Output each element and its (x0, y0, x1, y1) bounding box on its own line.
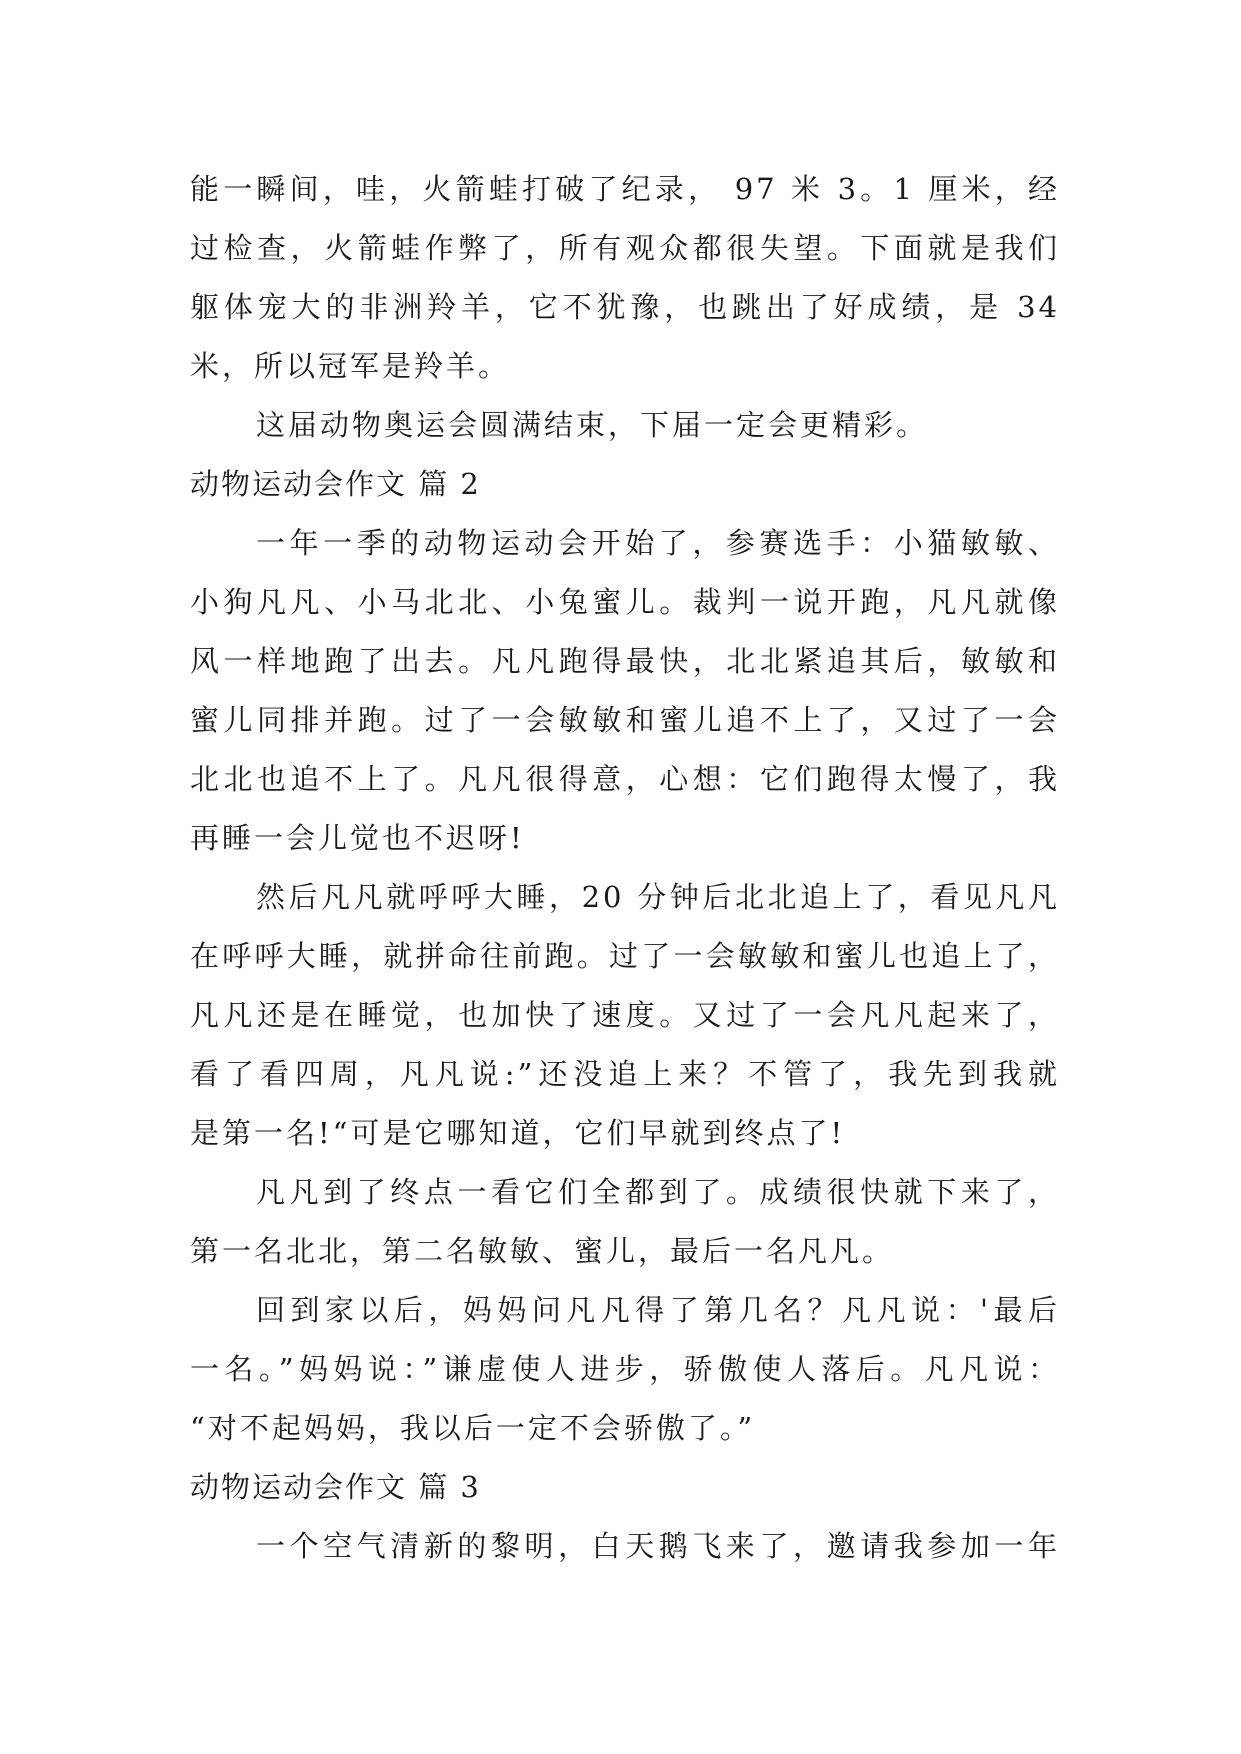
text-line: 看了看四周，凡凡说:”还没追上来？不管了，我先到我就 (190, 1057, 1060, 1091)
text-line: “对不起妈妈，我以后一定不会骄傲了。” (190, 1411, 756, 1445)
paragraph-start: 凡凡到了终点一看它们全都到了。成绩很快就下来了， (256, 1175, 1060, 1209)
text-line: 一名。”妈妈说：”谦虚使人进步，骄傲使人落后。凡凡说： (190, 1352, 1060, 1386)
paragraph-start: 一年一季的动物运动会开始了，参赛选手：小猫敏敏、 (256, 526, 1060, 560)
text-line: 能一瞬间，哇，火箭蛙打破了纪录， 97 米 3。1 厘米，经 (190, 172, 1060, 206)
text-line: 小狗凡凡、小马北北、小兔蜜儿。裁判一说开跑，凡凡就像 (190, 585, 1060, 619)
section-heading: 动物运动会作文 篇 3 (190, 1470, 481, 1504)
text-line: 第一名北北，第二名敏敏、蜜儿，最后一名凡凡。 (190, 1234, 895, 1268)
paragraph-start: 回到家以后，妈妈问凡凡得了第几名？凡凡说：'最后 (256, 1293, 1060, 1327)
text-line: 过检查，火箭蛙作弊了，所有观众都很失望。下面就是我们 (190, 231, 1060, 265)
document-page (190, 160, 1070, 1576)
text-line: 蜜儿同排并跑。过了一会敏敏和蜜儿追不上了，又过了一会 (190, 703, 1060, 737)
paragraph-start: 一个空气清新的黎明，白天鹅飞来了，邀请我参加一年 (256, 1529, 1060, 1563)
text-line: 米，所以冠军是羚羊。 (190, 349, 511, 383)
paragraph-start: 然后凡凡就呼呼大睡，20 分钟后北北追上了，看见凡凡 (256, 880, 1060, 914)
text-line: 北北也追不上了。凡凡很得意，心想：它们跑得太慢了，我 (190, 762, 1060, 796)
text-line: 躯体宠大的非洲羚羊，它不犹豫，也跳出了好成绩，是 34 (190, 290, 1060, 324)
text-line: 是第一名!“可是它哪知道，它们早就到终点了! (190, 1116, 846, 1150)
text-line: 凡凡还是在睡觉，也加快了速度。又过了一会凡凡起来了， (190, 998, 1060, 1032)
text-line: 在呼呼大睡，就拼命往前跑。过了一会敏敏和蜜儿也追上了， (190, 939, 1060, 973)
text-line: 再睡一会儿觉也不迟呀! (190, 821, 525, 855)
text-line: 风一样地跑了出去。凡凡跑得最快，北北紧追其后，敏敏和 (190, 644, 1060, 678)
paragraph-start: 这届动物奥运会圆满结束，下届一定会更精彩。 (256, 408, 929, 442)
section-heading: 动物运动会作文 篇 2 (190, 467, 481, 501)
